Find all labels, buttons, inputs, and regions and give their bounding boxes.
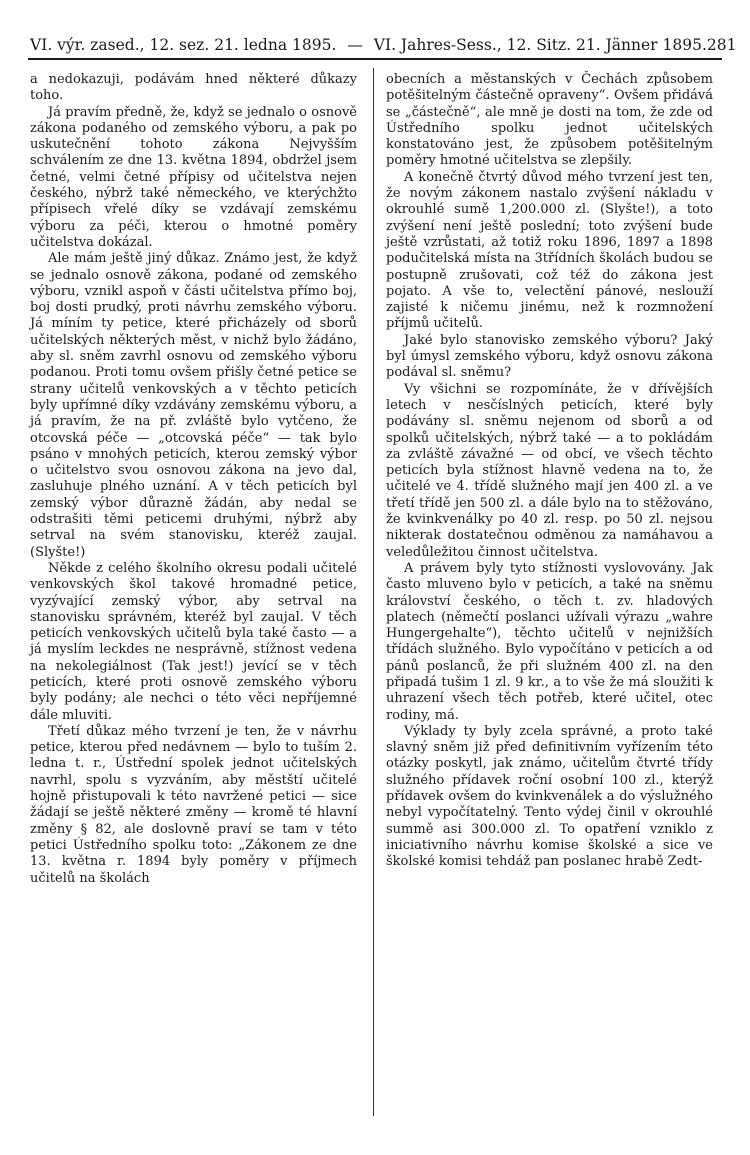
paragraph: Ale mám ještě jiný důkaz. Známo jest, že když se jednalo osnově zákona, podané od zemského výboru, vznikl aspoň v části učitelstva přímo boj, boj dosti prudký, proti návrhu zemského výboru. Já míním ty petice, které přicházely od sborů učitelských některých měst, v nichž bylo žádáno, aby sl. sněm zavrhl osnovu od zemského výboru podanou. Proti tomu ovšem přišly četné petice se strany učitelů venkovských a v těchto peticích byly upřímné díky vzdávány zemskému výboru, a já pravím, že na př. zvláště bylo vytčeno, že otcovská péče — „otcovská péče“ — tak bylo psáno v mnohých peticích, kterou zemský výbor o učitelstvo svou osnovou zákona na jevo dal, zasluhuje plného uznání. A v těch peticích byl zemský výbor důrazně žádán, aby nedal se odstrašiti těmi peticemi druhými, nýbrž aby setrval na svém stanovisku, kteréž zaujal. (Slyšte!): [30, 251, 357, 560]
running-header: [30, 36, 737, 54]
paragraph: Třetí důkaz mého tvrzení je ten, že v návrhu petice, kterou před nedávnem — bylo to tuším 2. ledna t. r., Ústřední spolek jednot učitelských navrhl, spolu s vyzváním, aby městští učitelé hojně přistupovali k této navržené petici — sice žádají se ještě některé změny — kromě té hlavní změny § 82, ale doslovně praví se tam v této petici Ústředního spolku toto: „Zákonem ze dne 13. května r. 1894 byly poměry v příjmech učitelů na školách: [30, 723, 357, 886]
paragraph: Někde z celého školního okresu podali učitelé venkovských škol takové hromadné petice, vyzývající zemský výbor, aby setrval na stanovisku správném, kteréž byl zaujal. V těch peticích venkovských učitelů byla také často — a já myslím leckdes ne nesprávně, stížnost vedena na nekolegiálnost (Tak jest!) jevící se v těch peticích, které proti osnově zemského výboru byly podány; ale nechci o této věci nepříjemné dále mluviti.: [30, 560, 357, 723]
column-divider: [373, 68, 374, 1116]
header-rule: [28, 58, 722, 60]
header-left: [30, 36, 707, 54]
header-german: VI. Jahres-Sess., 12. Sitz. 21. Jänner 1895.: [373, 36, 707, 54]
page-number: 281: [706, 36, 737, 54]
paragraph: obecních a městanských v Čechách způsobem potěšitelným částečně opraveny“. Ovšem přidává se „částečně“, ale mně je dosti na tom, že zde od Ústředního spolku jednot učitelských konstatováno jest, že způsobem potěšitelným poměry hmotné učitelstva se zlepšily.: [386, 72, 713, 169]
header-dash: —: [347, 36, 363, 54]
paragraph: A konečně čtvrtý důvod mého tvrzení jest ten, že novým zákonem nastalo zvýšení nákladu v okrouhlé sumě 1,200.000 zl. (Slyšte!), a toto zvýšení není ještě poslední; toto zvýšení bude ještě vzrůstati, až totiž roku 1896, 1897 a 1898 podučitelská místa na 3třídních školách budou se postupně zrušovati, což též do zákona jest pojato. A vše to, velectění pánové, neslouží zajisté k ničemu jinému, než k rozmnožení příjmů učitelů.: [386, 169, 713, 332]
paragraph: Výklady ty byly zcela správné, a proto také slavný sněm již před definitivním vyřízením této otázky poskytl, jak známo, učitelům čtvrté třídy služného přídavek roční osobní 100 zl., kterýž přídavek ovšem do kvinkvenálek a do výslužného nebyl vypočítatelný. Tento výdej činil v okrouhlé summě asi 300.000 zl. To opatření vzniklo z iniciativního návrhu komise školské a sice ve školské komisi tehdáž pan poslanec hrabě Zedt-: [386, 723, 713, 870]
paragraph: Jaké bylo stanovisko zemského výboru? Jaký byl úmysl zemského výboru, když osnovu zákona podával sl. sněmu?: [386, 332, 713, 381]
paragraph: Vy všichni se rozpomínáte, že v dřívějších letech v nesčíslných peticích, které byly podávány sl. sněmu nejenom od sborů a od spolků učitelských, nýbrž také — a to pokládám za zvláště závažné — od obcí, ve všech těchto peticích byla stížnost hlavně vedena na to, že učitelé ve 4. třídě služného mají jen 400 zl. a ve třetí třídě jen 500 zl. a dále bylo na to stěžováno, že kvinkvenálky po 40 zl. resp. po 50 zl. nejsou nikterak dostatečnou odměnou za namáhavou a veledůležitou činnost učitelstva.: [386, 381, 713, 560]
paragraph: a nedokazuji, podávám hned některé důkazy toho.: [30, 72, 357, 104]
right-column: [386, 72, 713, 871]
header-czech: VI. výr. zased., 12. sez. 21. ledna 1895.: [30, 36, 337, 54]
paragraph: Já pravím předně, že, když se jednalo o osnově zákona podaného od zemského výboru, a pak po uskutečnění tohoto zákona Nejvyšším schválením ze dne 13. května 1894, obdržel jsem četné, velmi četné přípisy od učitelstva nejen českého, nýbrž také německého, ve kterýchžto přípisech vřelé díky se vzdávají zemskému výboru za péči, kterou o hmotné poměry učitelstva dokázal.: [30, 104, 357, 250]
paragraph: A právem byly tyto stížnosti vyslovovány. Jak často mluveno bylo v peticích, a také na sněmu království českého, o těch t. zv. hladových platech (němečtí poslanci užívali výrazu „wahre Hungergehalte“), těchto učitelů v nejnižších třídách služného. Bylo vypočítáno v peticích a od pánů poslanců, že při služném 400 zl. na den připadá tušim 1 zl. 9 kr., a to vše že má sloužiti k uhrazení všech těch potřeb, které učitel, otec rodiny, má.: [386, 560, 713, 723]
left-column: [30, 72, 357, 887]
